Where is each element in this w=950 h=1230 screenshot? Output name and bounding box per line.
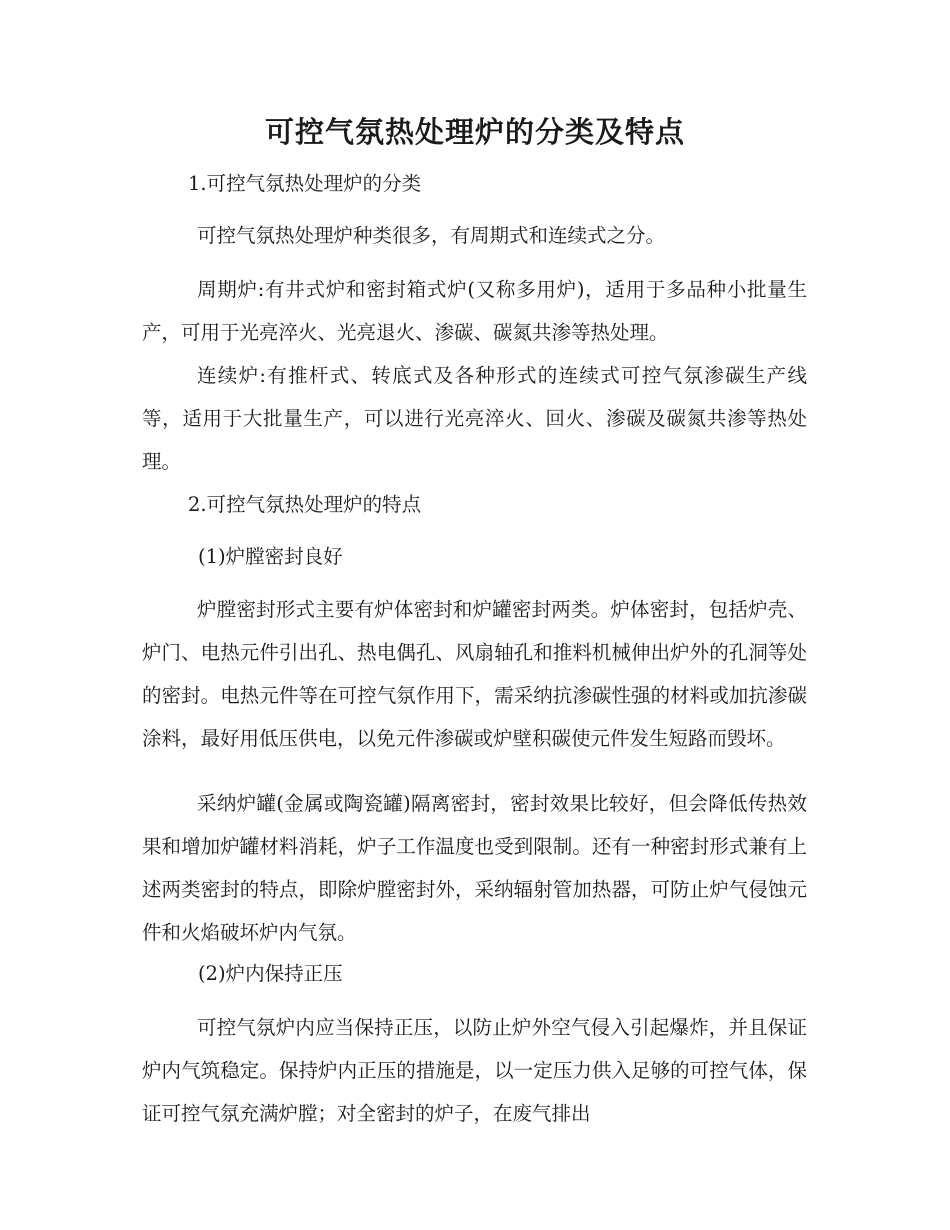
- paragraph-batch-furnace: 周期炉:有井式炉和密封箱式炉(又称多用炉)，适用于多品种小批量生产，可用于光亮淬火、光亮退火、渗碳、碳氮共渗等热处理。: [142, 278, 807, 344]
- paragraph-continuous-furnace: 连续炉:有推杆式、转底式及各种形式的连续式可控气氛渗碳生产线等，适用于大批量生产，可以进行光亮淬火、回火、渗碳及碳氮共渗等热处理。: [142, 364, 807, 473]
- paragraph-retort-sealing: 采纳炉罐(金属或陶瓷罐)隔离密封，密封效果比较好，但会降低传热效果和增加炉罐材料消耗，炉子工作温度也受到限制。还有一种密封形式兼有上述两类密封的特点，即除炉膛密封外，采纳辐射管加热器，可防止炉气侵蚀元件和火焰破坏炉内气氛。: [142, 792, 807, 944]
- section-heading-classification: 1.可控气氛热处理炉的分类: [188, 172, 422, 195]
- paragraph-positive-pressure: 可控气氛炉内应当保持正压，以防止炉外空气侵入引起爆炸，并且保证炉内气筑稳定。保持炉内正压的措施是，以一定压力供入足够的可控气体，保证可控气氛充满炉膛；对全密封的炉子，在废气排出: [142, 1016, 807, 1125]
- subsection-heading-positive-pressure: (2)炉内保持正压: [198, 962, 343, 985]
- document-title: 可控气氛热处理炉的分类及特点: [264, 115, 685, 149]
- subsection-heading-sealing: (1)炉膛密封良好: [198, 545, 343, 568]
- paragraph-intro: 可控气氛热处理炉种类很多，有周期式和连续式之分。: [197, 224, 666, 247]
- section-heading-features: 2.可控气氛热处理炉的特点: [188, 493, 422, 516]
- paragraph-sealing-forms: 炉膛密封形式主要有炉体密封和炉罐密封两类。炉体密封，包括炉壳、炉门、电热元件引出孔、热电偶孔、风扇轴孔和推料机械伸出炉外的孔洞等处的密封。电热元件等在可控气氛作用下，需采纳抗渗碳性强的材料或加抗渗碳涂料，最好用低压供电，以免元件渗碳或炉壁积碳使元件发生短路而毁坏。: [142, 598, 807, 750]
